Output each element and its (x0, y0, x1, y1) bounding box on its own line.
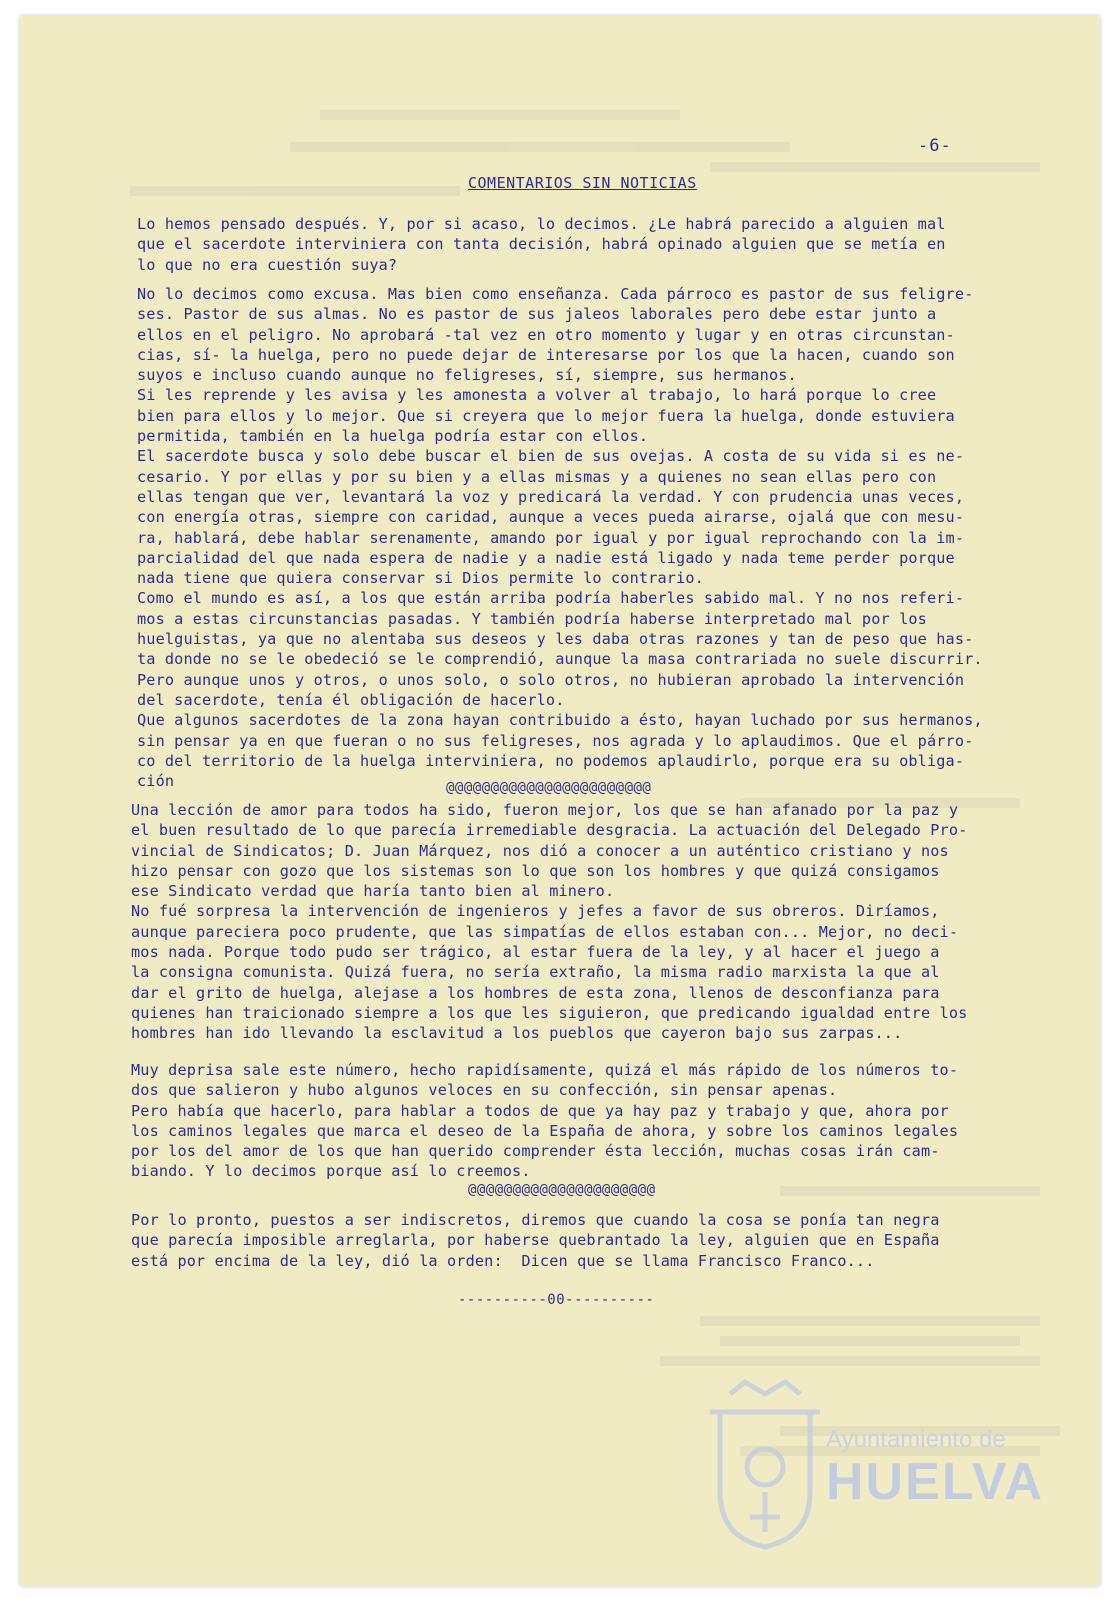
page-title: COMENTARIOS SIN NOTICIAS (468, 174, 697, 192)
paragraph-2: No lo decimos como excusa. Mas bien como enseñanza. Cada párroco es pastor de sus feligre- ses. Pastor de sus almas. No es pastor de sus jaleos laborales pero debe estar junto a ellos en el peligro. No aprobará -tal vez en otro momento y lugar y en otras circunstan- cias, sí- la huelga, pero no puede dejar de interesarse por los que la hacen, cuando son suyos e incluso cuando aunque no feligreses, sí, siempre, sus hermanos. Si les reprende y les avisa y les amonesta a volver al trabajo, lo hará porque lo cree bien para ellos y lo mejor. Que si creyera que lo mejor fuera la huelga, donde estuviera permitida, también en la huelga podría estar con ellos. El sacerdote busca y solo debe buscar el bien de sus ovejas. A costa de su vida si es ne- cesario. Y por ellas y por su bien y a ellas mismas y a quienes no sean ellas pero con ellas tengan que ver, levantará la voz y predicará la verdad. Y con prudencia unas veces, con energía otras, siempre con caridad, aunque a veces pueda airarse, ojalá que con mesu- ra, hablará, debe hablar serenamente, amando por igual y por igual reprochando con la im- parcialidad del que nada espera de nadie y a nadie está ligado y nada teme perder porque nada tiene que quiera conservar si Dios permite lo contrario. Como el mundo es así, a los que están arriba podría haberles sabido mal. Y no nos referi- mos a estas circunstancias pasadas. Y también podría haberse interpretado mal por los huelguistas, ya que no alentaba sus deseos y les daba otras razones y tan de peso que has- ta donde no se le obedeció se le comprendió, aunque la masa contrariada no suele discurrir. Pero aunque unos y otros, o unos solo, o solo otros, no hubieran aprobado la intervención del sacerdote, tenía él obligación de hacerlo. Que algunos sacerdotes de la zona hayan contribuido a ésto, hayan luchado por sus hermanos, sin pensar ya en que fueran o no sus feligreses, nos agrada y lo aplaudimos. Que el párro- co del territorio de la huelga interviniera, no podemos aplaudirlo, porque era su obliga- ción (137, 285, 983, 791)
paragraph-1: Lo hemos pensado después. Y, por si acaso, lo decimos. ¿Le habrá parecido a alguien mal que el sacerdote interviniera con tanta decisión, habrá opinado alguien que se metía en lo que no era cuestión suya? (137, 215, 946, 274)
paragraph-5: Por lo pronto, puestos a ser indiscretos, diremos que cuando la cosa se ponía tan negra que parecía imposible arreglarla, por haberse quebrantado la ley, alguien que en España está por encima de la ley, dió la orden: Dicen que se llama Francisco Franco... (131, 1211, 940, 1270)
end-mark: ----------00---------- (458, 1292, 655, 1308)
watermark-line-1: Ayuntamiento de (826, 1426, 1006, 1453)
page-number: -6- (918, 136, 952, 156)
separator-1: @@@@@@@@@@@@@@@@@@@@@@@ (446, 780, 652, 796)
watermark-line-2: HUELVA (826, 1453, 1045, 1511)
separator-2: @@@@@@@@@@@@@@@@@@@@@ (468, 1182, 656, 1198)
paragraph-4: Muy deprisa sale este número, hecho rapidísamente, quizá el más rápido de los números to- dos que salieron y hubo algunos veloces en su confección, sin pensar apenas. Pero había que hacerlo, para hablar a todos de que ya hay paz y trabajo y que, ahora por los caminos legales que marca el deseo de la España de ahora, y sobre los caminos legales por los del amor de los que han querido comprender ésta lección, muchas cosas irán cam- biando. Y lo decimos porque así lo creemos. (131, 1061, 959, 1181)
paragraph-3: Una lección de amor para todos ha sido, fueron mejor, los que se han afanado por la paz y el buen resultado de lo que parecía irremediable desgracia. La actuación del Delegado Pro- vincial de Sindicatos; D. Juan Márquez, nos dió a conocer a un auténtico cristiano y nos hizo pensar con gozo que los sistemas son lo que son los hombres y que quizá consigamos ese Sindicato verdad que haría tanto bien al minero. No fué sorpresa la intervención de ingenieros y jefes a favor de sus obreros. Diríamos, aunque pareciera poco prudente, que las simpatías de ellos estaban con... Mejor, no deci- mos nada. Porque todo pudo ser trágico, al estar fuera de la ley, y al hacer el juego a la consigna comunista. Quizá fuera, no sería extraño, la misma radio marxista la que al dar el grito de huelga, alejase a los hombres de esta zona, llenos de desconfianza para quienes han traicionado siempre a los que les siguieron, que predicando igualdad entre los hombres han ido llevando la esclavitud a los pueblos que cayeron bajo sus zarpas... (131, 801, 968, 1043)
document-page (20, 16, 1100, 1586)
